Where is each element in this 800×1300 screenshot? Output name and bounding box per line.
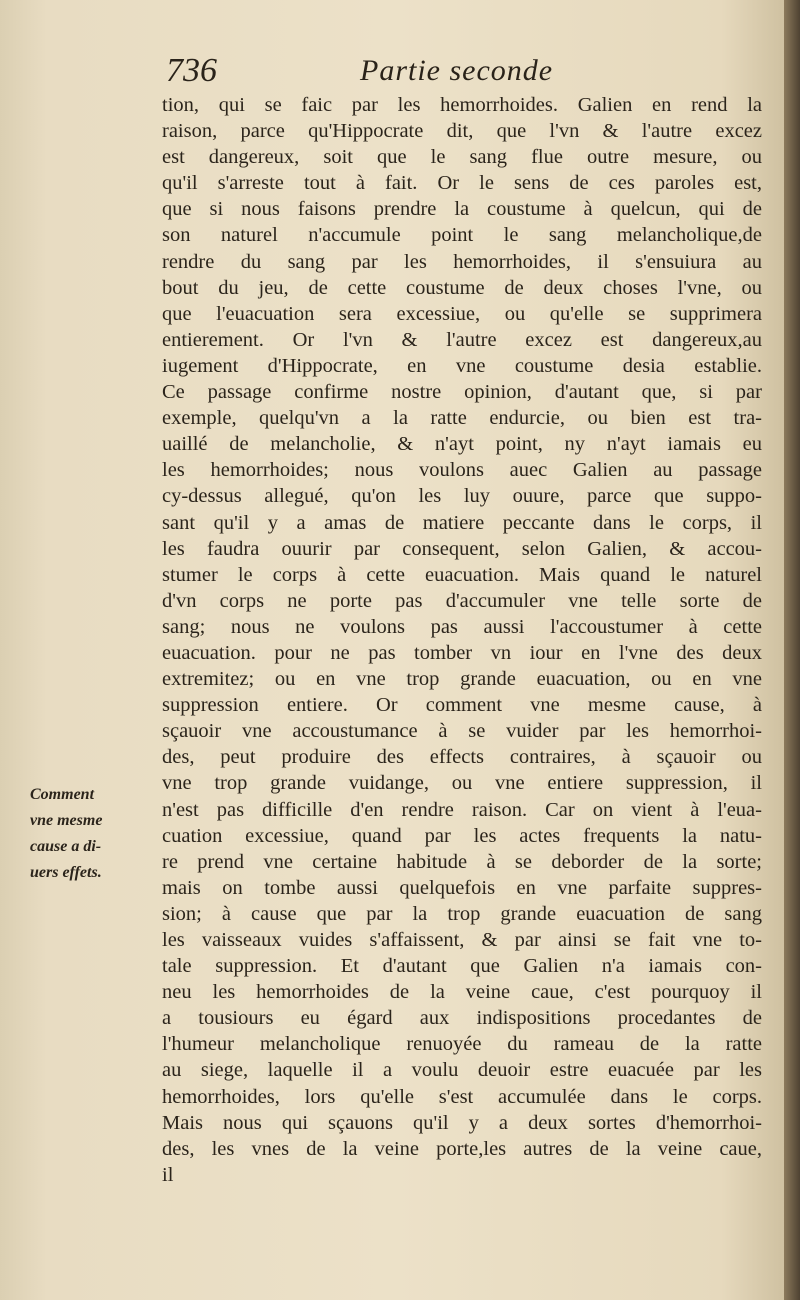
page-header (160, 52, 760, 92)
text-line: a tousiours eu égard aux indispositions procedantes de (162, 1007, 762, 1030)
text-line: sant qu'il y a amas de matiere peccante dans le corps, il (162, 511, 762, 534)
body-text (162, 92, 762, 1188)
text-line: d'vn corps ne porte pas d'accumuler vne telle sorte de (162, 589, 762, 612)
margin-note-line: Comment (30, 786, 95, 803)
text-line: sang; nous ne voulons pas aussi l'accoustumer à cette (162, 615, 762, 638)
text-line: l'humeur melancholique renuoyée du rameau de la ratte (162, 1033, 762, 1056)
text-line: uaillé de melancholie, & n'ayt point, ny n'ayt iamais eu (162, 433, 762, 456)
text-line: n'est pas difficille d'en rendre raison. Car on vient à l'eua- (162, 798, 762, 821)
page-number: 736 (166, 52, 217, 89)
text-line: exemple, quelqu'vn a la ratte endurcie, ou bien est tra- (162, 407, 762, 430)
text-line: qu'il s'arreste tout à fait. Or le sens de ces paroles est, (162, 172, 762, 195)
text-line: neu les hemorrhoides de la veine caue, c'est pourquoy il (162, 981, 762, 1004)
text-line: re prend vne certaine habitude à se deborder de la sorte; (162, 850, 762, 873)
text-line: cy-dessus allegué, qu'on les luy ouure, parce que suppo- (162, 485, 762, 508)
text-line: iugement d'Hippocrate, en vne coustume desia establie. (162, 354, 762, 377)
text-line: mais on tombe aussi quelquefois en vne parfaite suppres- (162, 876, 762, 899)
text-line: Ce passage confirme nostre opinion, d'autant que, si par (162, 381, 762, 404)
text-line: les vaisseaux vuides s'affaissent, & par ainsi se fait vne to- (162, 929, 762, 951)
text-line: sçauoir vne accoustumance à se vuider par les hemorrhoi- (162, 720, 762, 743)
text-line: les faudra ouurir par consequent, selon Galien, & accou- (162, 537, 762, 560)
text-line: son naturel n'accumule point le sang melancholique,de (162, 224, 762, 247)
text-line: que si nous faisons prendre la coustume à quelcun, qui de (162, 198, 762, 221)
text-line: sion; à cause que par la trop grande euacuation de sang (162, 902, 762, 925)
margin-note-line: cause a di- (30, 838, 102, 856)
margin-note-line: vne mesme (30, 812, 103, 830)
text-line: il (162, 1163, 174, 1186)
text-line: Mais nous qui sçauons qu'il y a deux sortes d'hemorrhoi- (162, 1111, 762, 1134)
margin-note-line: uers effets. (30, 864, 102, 882)
text-line: vne trop grande vuidange, ou vne entiere suppression, il (162, 772, 762, 795)
text-line: suppression entiere. Or comment vne mesme cause, à (162, 694, 762, 717)
text-line: tion, qui se faic par les hemorrhoides. Galien en rend la (162, 94, 762, 116)
text-line: stumer le corps à cette euacuation. Mais quand le naturel (162, 563, 762, 586)
text-line: rendre du sang par les hemorrhoides, il s'ensuiura au (162, 250, 762, 273)
text-line: des, les vnes de la veine porte,les autres de la veine caue, (162, 1137, 762, 1160)
text-line: que l'euacuation sera excessiue, ou qu'elle se supprimera (162, 302, 762, 325)
text-line: euacuation. pour ne pas tomber vn iour en l'vne des deux (162, 641, 762, 664)
text-line: raison, parce qu'Hippocrate dit, que l'vn & l'autre excez (162, 120, 762, 143)
text-line: est dangereux, soit que le sang flue outre mesure, ou (162, 146, 762, 169)
running-head: Partie seconde (360, 54, 554, 87)
margin-note (30, 782, 156, 886)
text-line: bout du jeu, de cette coustume de deux choses l'vne, ou (162, 276, 762, 299)
text-line: les hemorrhoides; nous voulons auec Galien au passage (162, 459, 762, 482)
text-line: extremitez; ou en vne trop grande euacuation, ou en vne (162, 668, 762, 691)
book-spine (784, 0, 800, 1300)
text-line: au siege, laquelle il a voulu deuoir estre euacuée par les (162, 1059, 762, 1082)
text-line: cuation excessiue, quand par les actes frequents la natu- (162, 824, 762, 847)
text-line: hemorrhoides, lors qu'elle s'est accumulée dans le corps. (162, 1085, 762, 1108)
text-line: tale suppression. Et d'autant que Galien n'a iamais con- (162, 955, 762, 978)
text-line: entierement. Or l'vn & l'autre excez est dangereux,au (162, 328, 762, 351)
text-line: des, peut produire des effects contraires, à sçauoir ou (162, 746, 762, 769)
